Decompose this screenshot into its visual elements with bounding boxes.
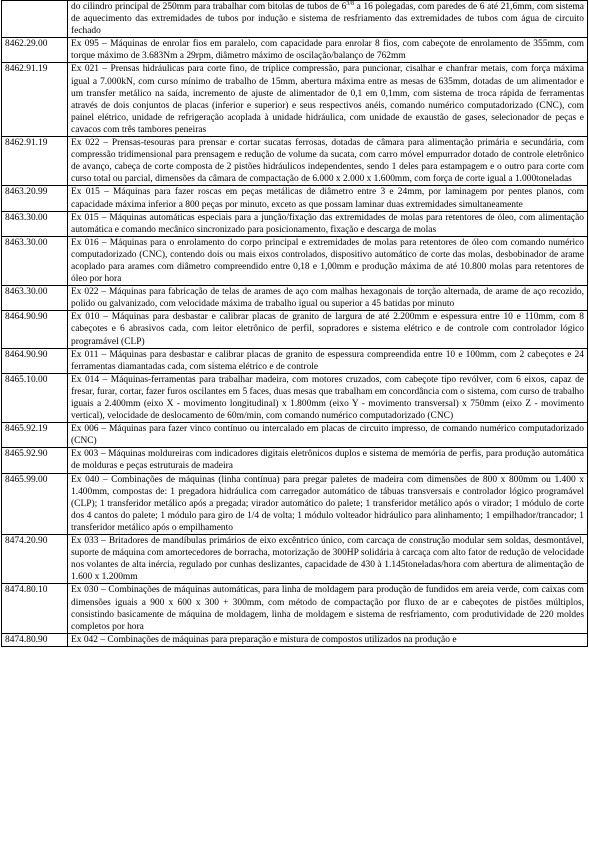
ncm-code-cell: 8465.92.19: [2, 423, 68, 448]
ncm-code-cell: 8474.20.90: [2, 535, 68, 584]
ncm-code-cell: 8465.92.90: [2, 448, 68, 473]
description-cell: Ex 006 – Máquinas para fazer vinco contínuo ou intercalado em placas de circuito impresso, de comando numérico computadorizado (CNC): [68, 423, 588, 448]
ncm-code-cell: 8464.90.90: [2, 311, 68, 348]
description-cell: Ex 095 – Máquinas de enrolar fios em paralelo, com capacidade para enrolar 8 fios, com cabeçote de enrolamento de 355mm, com torque máximo de 3.683Nm a 29rpm, diâmetro máximo de oscilação/balanço de 762mm: [68, 38, 588, 63]
table-row: [2, 186, 588, 211]
description-cell: Ex 021 – Prensas hidráulicas para corte fino, de tríplice compressão, para puncionar, cisalhar e chanfrar metais, com força máxima igual a 7.000kN, com curso mínimo de trabalho de 15mm, abertura máxima entre as mesas de 635mm, dotadas de um alimentador e um transfer metálico na saída, incremento de ajuste de alimentador de 0,1 em 0,1mm, com sistema de troca rápida de ferramentas através de dois conjuntos de placas (inferior e superior) e seus respectivos anéis, comando numérico computadorizado (CNC), com painel elétrico, unidade de refrigeração acoplada à unidade hidráulica, com unidade de exaustão de gases, selecionador de peças e cavacos com três tambores peneiras: [68, 63, 588, 137]
description-cell: [68, 1, 588, 38]
description-text: a 16 polegadas, com paredes de 6 até 21,6mm, com sistema de aquecimento das extremidades de tubos por indução e sistema de resfriamento das extremidades de tubos com água de circuito fechado: [71, 2, 584, 37]
tariff-table-page: [1, 0, 588, 647]
table-row: [2, 38, 588, 63]
tariff-table: [1, 0, 588, 647]
ncm-code-cell: 8474.80.10: [2, 584, 68, 633]
table-row: [2, 423, 588, 448]
ncm-code-cell: 8463.30.00: [2, 236, 68, 285]
table-row: [2, 448, 588, 473]
ncm-code-cell: 8464.90.90: [2, 348, 68, 373]
ncm-code-cell: 8465.10.00: [2, 373, 68, 422]
table-row: [2, 63, 588, 137]
description-cell: Ex 010 – Máquinas para desbastar e calibrar placas de granito de largura de até 2.200mm e espessura entre 10 e 110mm, com 8 cabeçotes e 6 abrasivos cada, com leitor eletrônico de perfil, sopradores e sistema elétrico e de controle com controlador lógico programável (CLP): [68, 311, 588, 348]
description-cell: Ex 015 – Máquinas para fazer roscas em peças metálicas de diâmetro entre 3 e 24mm, por laminagem por pentes planos, com capacidade máxima inferior a 800 peças por minuto, exceto as que possam laminar duas extremidades simultaneamente: [68, 186, 588, 211]
description-cell: Ex 014 – Máquinas-ferramentas para trabalhar madeira, com motores cruzados, com cabeçote tipo revólver, com 6 eixos, capaz de fresar, furar, cortar, fazer furos oscilantes em 5 faces, duas mesas que trabalham em concordância com o sistema, com curso de trabalho iguais a 2.400mm (eixo X - movimento longitudinal) x 1.800mm (eixo Y - movimento transversal) x 750mm (eixo Z - movimento vertical), velocidade de deslocamento de 60m/min, com comando numérico computadorizado (CNC): [68, 373, 588, 422]
table-row: [2, 633, 588, 646]
table-row: [2, 584, 588, 633]
ncm-code-cell: 8463.30.00: [2, 286, 68, 311]
ncm-code-cell: 8474.80.90: [2, 633, 68, 646]
ncm-code-cell: 8465.99.00: [2, 473, 68, 534]
description-cell: Ex 022 – Máquinas para fabricação de telas de arames de aço com malhas hexagonais de torção alternada, de arame de aço recozido, polido ou galvanizado, com velocidade máxima de trabalho igual ou superior a 45 batidas por minuto: [68, 286, 588, 311]
description-cell: Ex 016 – Máquinas para o enrolamento do corpo principal e extremidades de molas para retentores de óleo com comando numérico computadorizado (CNC), contendo dois ou mais eixos controlados, dispositivo automático de corte das molas, desbobinador de arame acoplado para arames com diâmetro compreendido entre 0,18 e 1,00mm e produção máxima de até 10.800 molas para retentores de óleo por hora: [68, 236, 588, 285]
table-row: [2, 473, 588, 534]
description-cell: Ex 022 – Prensas-tesouras para prensar e cortar sucatas ferrosas, dotadas de câmara para alimentação primária e secundária, com compressão tridimensional para prensagem e redução de volume da sucata, com carro móvel empurrador dotado de controle eletrônico de avanço, cabeça de corte composta de 2 pistões hidráulicos independentes, sendo 1 deles para estampagem e o outro para corte com curso total ou parcial, dimensões da câmara de compactação de 6.000 x 2.000 x 1.600mm, com força de corte igual a 1.000toneladas: [68, 137, 588, 186]
table-row: [2, 373, 588, 422]
description-text: do cilindro principal de 250mm para trabalhar com bitolas de tubos de 6: [71, 2, 347, 12]
table-row: [2, 211, 588, 236]
ncm-code-cell: 8463.20.99: [2, 186, 68, 211]
description-cell: Ex 033 – Britadores de mandíbulas primários de eixo excêntrico único, com carcaça de construção modular sem soldas, desmontável, suporte de máquina com amortecedores de borracha, motorização de 300HP solidária à carcaça com alto fator de redução de velocidade nos volantes de alta inércia, regulado por cunhas deslizantes, capacidade de 430 à 1.145toneladas/hora com abertura de alimentação de 1.600 x 1.200mm: [68, 535, 588, 584]
description-cell: Ex 030 – Combinações de máquinas automáticas, para linha de moldagem para produção de fundidos em areia verde, com caixas com dimensões iguais a 900 x 600 x 300 + 300mm, com método de compactação por fluxo de ar e cabeçotes de pistões múltiplos, consistindo basicamente de máquina de moldagem, linha de moldagem e sistema de resfriamento, com produtividade de 220 moldes completos por hora: [68, 584, 588, 633]
superscript-fraction: 3/8: [346, 0, 354, 7]
table-row: [2, 236, 588, 285]
table-row: [2, 137, 588, 186]
ncm-code-cell: 8462.29.00: [2, 38, 68, 63]
ncm-code-cell: 8462.91.19: [2, 63, 68, 137]
description-cell: Ex 011 – Máquinas para desbastar e calibrar placas de granito de espessura compreendida entre 10 e 100mm, com 2 cabeçotes e 24 ferramentas diamantadas cada, com sistema elétrico e de controle: [68, 348, 588, 373]
table-row: [2, 535, 588, 584]
table-row: [2, 1, 588, 38]
description-cell: Ex 003 – Máquinas moldureiras com indicadores digitais eletrônicos duplos e sistema de memória de perfis, para produção automática de molduras e peças estruturais de madeira: [68, 448, 588, 473]
table-row: [2, 311, 588, 348]
description-cell: Ex 040 – Combinações de máquinas (linha contínua) para pregar paletes de madeira com dimensões de 800 x 800mm ou 1.400 x 1.400mm, compostas de: 1 pregadora hidráulica com carregador automático de tábuas transversais e controlador lógico programável (CLP); 1 transferidor metálico após a pregada; virador automático do palete; 1 transferidor metálico após o virador; 1 módulo de corte dos 4 cantos do palete; 1 módulo para giro de 1/4 de volta; 1 módulo volteador hidráulico para alinhamento; 1 empilhador/trancador; 1 transferidor metálico após o empilhamento: [68, 473, 588, 534]
ncm-code-cell: 8463.30.00: [2, 211, 68, 236]
description-cell: Ex 015 – Máquinas automáticas especiais para a junção/fixação das extremidades de molas para retentores de óleo, com alimentação automática e comando mecânico sincronizado para posicionamento, fixação e descarga de molas: [68, 211, 588, 236]
ncm-code-cell: [2, 1, 68, 38]
description-cell: Ex 042 – Combinações de máquinas para preparação e mistura de compostos utilizados na produção e: [68, 633, 588, 646]
table-row: [2, 286, 588, 311]
table-row: [2, 348, 588, 373]
ncm-code-cell: 8462.91.19: [2, 137, 68, 186]
